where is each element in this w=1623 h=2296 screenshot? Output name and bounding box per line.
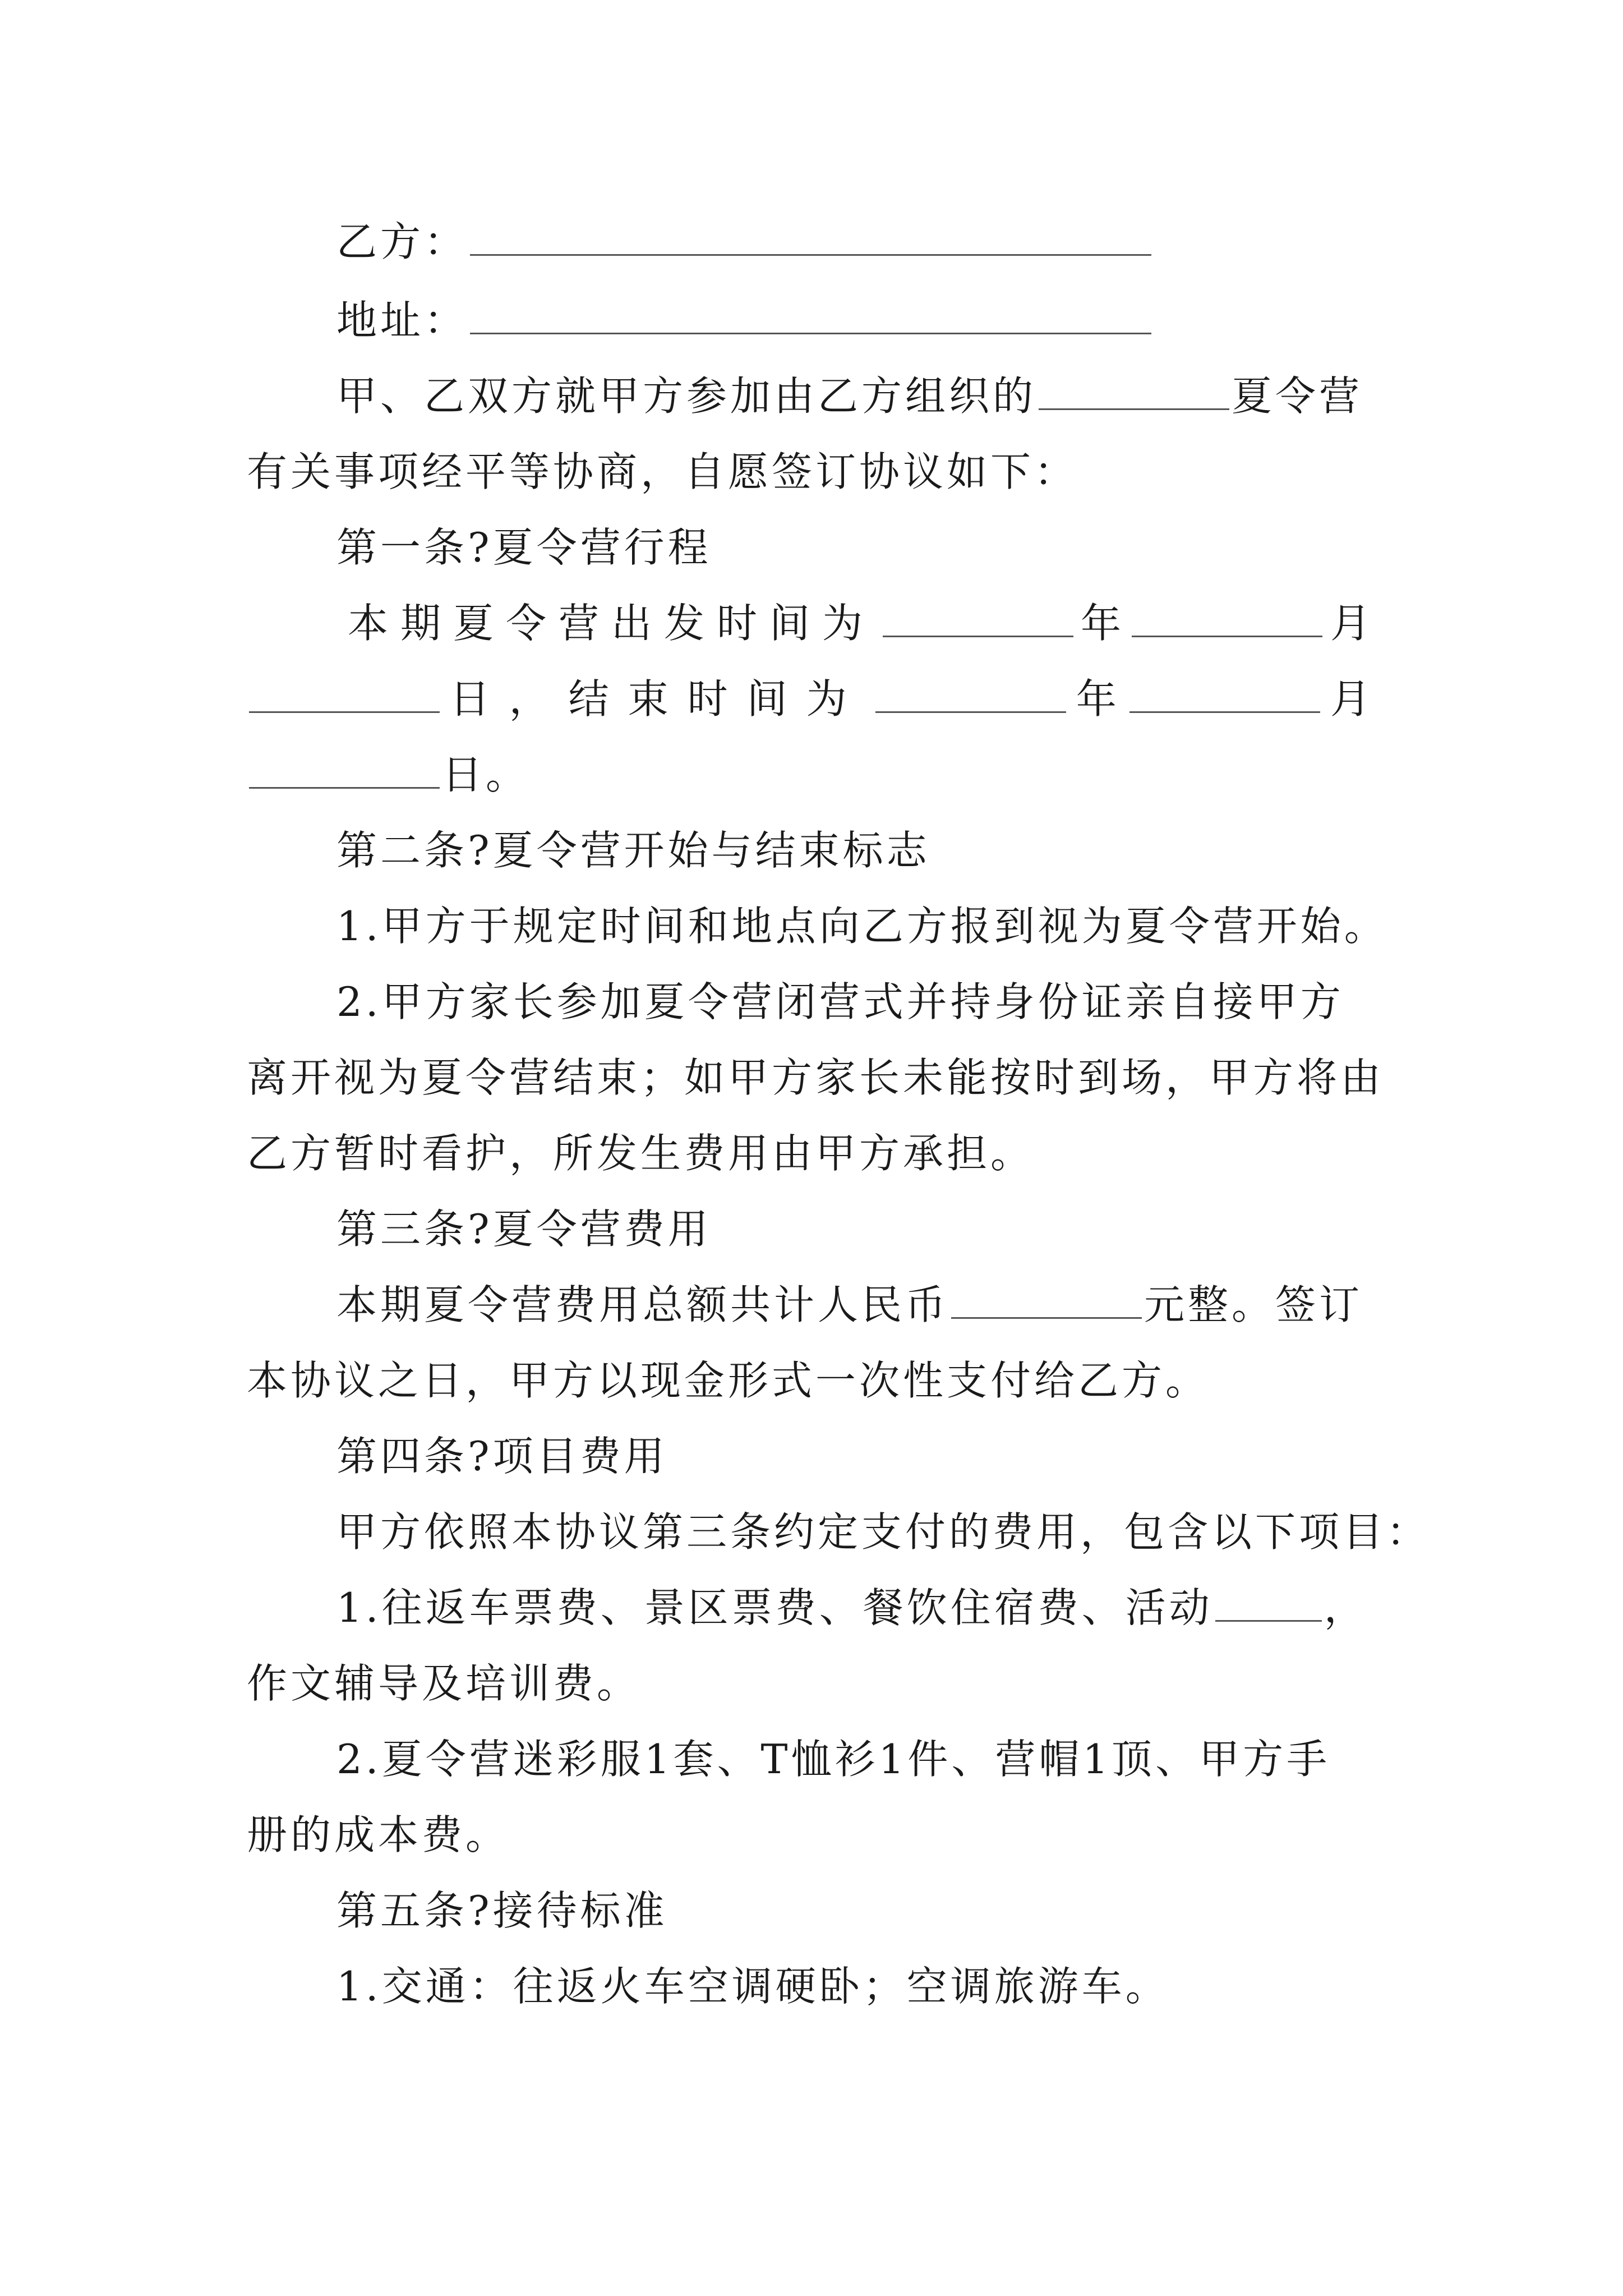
article-3-line-2: 本协议之日，甲方以现金形式一次性支付给乙方。 (247, 1357, 1210, 1404)
fee-label: 本期夏令营费用总额共计人民币 (336, 1281, 949, 1328)
article-4-title: 第四条?项目费用 (336, 1433, 668, 1480)
end-month-blank (1129, 680, 1320, 713)
party-b-line (336, 218, 1154, 265)
party-b-blank (470, 223, 1151, 256)
article-4-para-2-line-1: 2.夏令营迷彩服1套、T恤衫1件、营帽1顶、甲方手 (336, 1736, 1331, 1783)
address-blank (470, 301, 1151, 334)
items-text: 1.往返车票费、景区票费、餐饮住宿费、活动 (336, 1584, 1213, 1631)
start-time-label: 本期夏令营出发时间为 (348, 600, 875, 647)
camp-name-blank (1039, 377, 1229, 410)
activity-blank (1215, 1589, 1322, 1622)
intro-line-1 (336, 372, 1363, 420)
article-4-para-1-line-1 (336, 1584, 1368, 1631)
end-year-blank (875, 680, 1066, 713)
day-label: 日。 (442, 751, 530, 798)
article-2-para-2-line-3: 乙方暂时看护，所发生费用由甲方承担。 (247, 1130, 1035, 1177)
year-label: 年 (1076, 675, 1120, 723)
address-line (336, 297, 1154, 344)
article-2-title: 第二条?夏令营开始与结束标志 (336, 827, 930, 874)
end-time-label: 日，结束时间为 (449, 675, 866, 723)
article-1-title: 第一条?夏令营行程 (336, 524, 712, 571)
article-1-line-3 (247, 751, 530, 798)
fee-amount-blank (951, 1286, 1142, 1319)
party-b-label: 乙方： (336, 218, 468, 265)
start-year-blank (883, 604, 1073, 637)
article-4-intro: 甲方依照本协议第三条约定支付的费用，包含以下项目： (336, 1508, 1431, 1556)
article-4-para-1-line-2: 作文辅导及培训费。 (247, 1660, 641, 1707)
start-day-blank (249, 680, 440, 713)
month-label: 月 (1330, 675, 1374, 723)
article-5-title: 第五条?接待标准 (336, 1887, 668, 1934)
article-2-para-2-line-1: 2.甲方家长参加夏令营闭营式并持身份证亲自接甲方 (336, 978, 1344, 1025)
intro-text-a: 甲、乙双方就甲方参加由乙方组织的 (336, 372, 1037, 420)
fee-unit-label: 元整。签订 (1144, 1281, 1363, 1328)
article-5-para-1: 1.交通：往返火车空调硬卧；空调旅游车。 (336, 1963, 1169, 2010)
article-2-para-1: 1.甲方于规定时间和地点向乙方报到视为夏令营开始。 (336, 903, 1388, 950)
article-1-line-2 (247, 675, 1374, 723)
year-label: 年 (1080, 600, 1124, 647)
intro-text-b: 夏令营 (1232, 372, 1363, 420)
intro-line-2: 有关事项经平等协商，自愿签订协议如下： (247, 448, 1078, 495)
article-1-line-1 (348, 600, 1374, 647)
article-3-line-1 (336, 1281, 1363, 1328)
end-day-blank (249, 756, 440, 789)
start-month-blank (1132, 604, 1322, 637)
month-label: 月 (1330, 600, 1374, 647)
article-4-para-2-line-2: 册的成本费。 (247, 1811, 510, 1858)
address-label: 地址： (336, 297, 468, 344)
article-2-para-2-line-2: 离开视为夏令营结束；如甲方家长未能按时到场，甲方将由 (247, 1054, 1385, 1101)
comma: ， (1324, 1584, 1368, 1631)
article-3-title: 第三条?夏令营费用 (336, 1205, 712, 1253)
